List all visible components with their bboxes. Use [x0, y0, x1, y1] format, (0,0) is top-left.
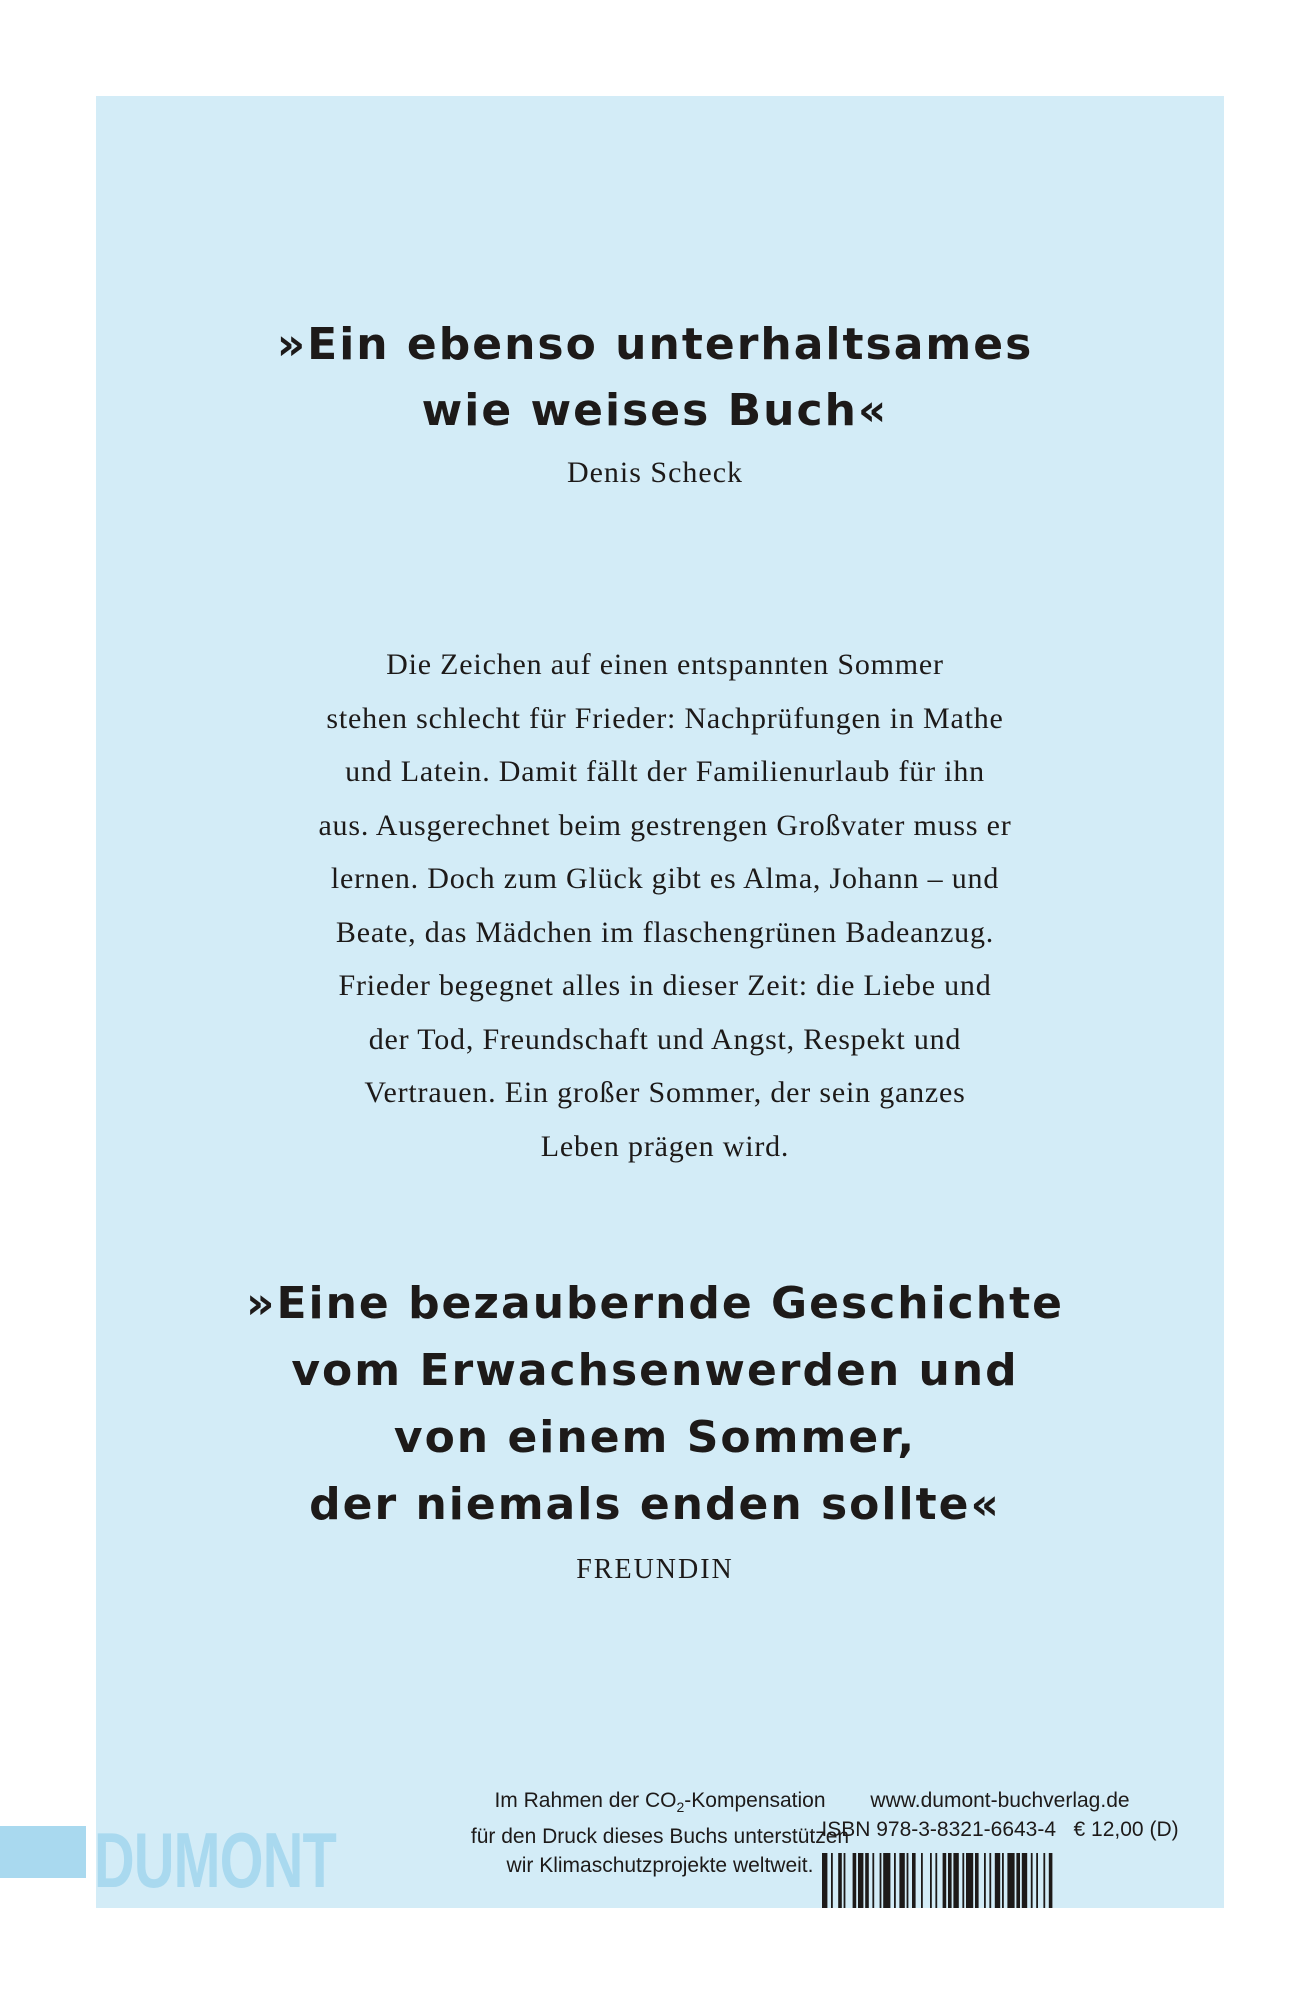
isbn: ISBN 978-3-8321-6643-4 — [821, 1818, 1057, 1841]
publisher-info — [810, 1786, 1190, 1844]
blurb-line: und Latein. Damit fällt der Familienurlaub für ihn — [345, 755, 985, 788]
barcode-bar — [943, 1853, 947, 1908]
barcode-bar — [1022, 1853, 1027, 1908]
barcode-bar — [1016, 1853, 1020, 1908]
price: € 12,00 (D) — [1073, 1818, 1179, 1841]
barcode-bar — [831, 1853, 833, 1908]
barcode-bar — [838, 1853, 842, 1908]
bottom-quote-line: »Eine bezaubernde Geschichte — [246, 1278, 1064, 1329]
barcode-bar — [1031, 1853, 1033, 1908]
barcode-bar — [1007, 1853, 1014, 1908]
co2-text-pre: Im Rahmen der CO — [494, 1789, 677, 1812]
book-blurb — [0, 638, 1310, 1173]
publisher-logo: DUMONT — [94, 1816, 337, 1904]
barcode-bar — [995, 1853, 1000, 1908]
blurb-line: Leben prägen wird. — [540, 1129, 790, 1163]
bottom-quote-line: vom Erwachsenwerden und — [291, 1345, 1019, 1396]
blurb-line: Beate, das Mädchen im flaschengrünen Badeanzug. — [335, 915, 995, 949]
barcode-bar — [975, 1853, 979, 1908]
co2-subscript: 2 — [676, 1799, 685, 1816]
barcode-bar — [989, 1853, 991, 1908]
barcode-bar — [880, 1853, 882, 1908]
bottom-quote-author: FREUNDIN — [576, 1554, 734, 1585]
barcode-bar — [907, 1853, 909, 1908]
barcode-bar — [1049, 1853, 1053, 1908]
blurb-line: der Tod, Freundschaft und Angst, Respekt und — [368, 1022, 962, 1056]
barcode-bar — [953, 1853, 958, 1908]
barcode-bar — [899, 1853, 904, 1908]
website: www.dumont-buchverlag.de — [870, 1789, 1130, 1812]
barcode-bar — [921, 1853, 923, 1908]
barcode-bar — [966, 1853, 973, 1908]
barcode-bar — [1036, 1853, 1038, 1908]
logo-bar — [0, 1826, 86, 1878]
barcode-bar — [844, 1853, 846, 1908]
blurb-line: Vertrauen. Ein großer Sommer, der sein ganzes — [364, 1076, 966, 1109]
top-quote-line: »Ein ebenso unterhaltsames — [276, 319, 1034, 370]
barcode-bar — [1043, 1853, 1045, 1908]
co2-line: wir Klimaschutzprojekte weltweit. — [506, 1854, 814, 1878]
blurb-line: aus. Ausgerechnet beim gestrengen Großvater muss er — [318, 808, 1012, 842]
barcode-bar — [872, 1853, 874, 1908]
barcode-bar — [984, 1853, 986, 1908]
bottom-quote-line: der niemals enden sollte« — [309, 1479, 1001, 1530]
barcode-bar — [1002, 1853, 1004, 1908]
top-quote — [0, 312, 1310, 444]
blurb-line: stehen schlecht für Frieder: Nachprüfungen in Mathe — [326, 701, 1004, 735]
bottom-quote — [0, 1270, 1310, 1538]
blurb-line: Die Zeichen auf einen entspannten Sommer — [386, 648, 944, 681]
top-quote-line: wie weises Buch« — [421, 385, 889, 436]
co2-text-post: -Kompensation — [684, 1789, 826, 1812]
blurb-line: Frieder begegnet alles in dieser Zeit: die Liebe und — [338, 969, 992, 1002]
barcode-bar — [935, 1853, 937, 1908]
barcode-bar — [822, 1853, 827, 1908]
barcode — [822, 1853, 1184, 1908]
barcode-bar — [883, 1853, 890, 1908]
barcode-bar — [962, 1853, 964, 1908]
barcode-bar — [894, 1853, 896, 1908]
co2-line: für den Druck dieses Buchs unterstützen — [470, 1825, 850, 1849]
top-quote-author: Denis Scheck — [566, 456, 744, 489]
barcode-bar — [912, 1853, 916, 1908]
bottom-quote-line: von einem Sommer, — [393, 1412, 917, 1463]
barcode-bar — [853, 1853, 857, 1908]
barcode-bar — [865, 1853, 869, 1908]
isbn-price-row — [810, 1815, 1190, 1844]
barcode-bar — [948, 1853, 952, 1908]
barcode-bar — [858, 1853, 863, 1908]
blurb-line: lernen. Doch zum Glück gibt es Alma, Johann – und — [330, 862, 1000, 895]
barcode-bar — [930, 1853, 932, 1908]
